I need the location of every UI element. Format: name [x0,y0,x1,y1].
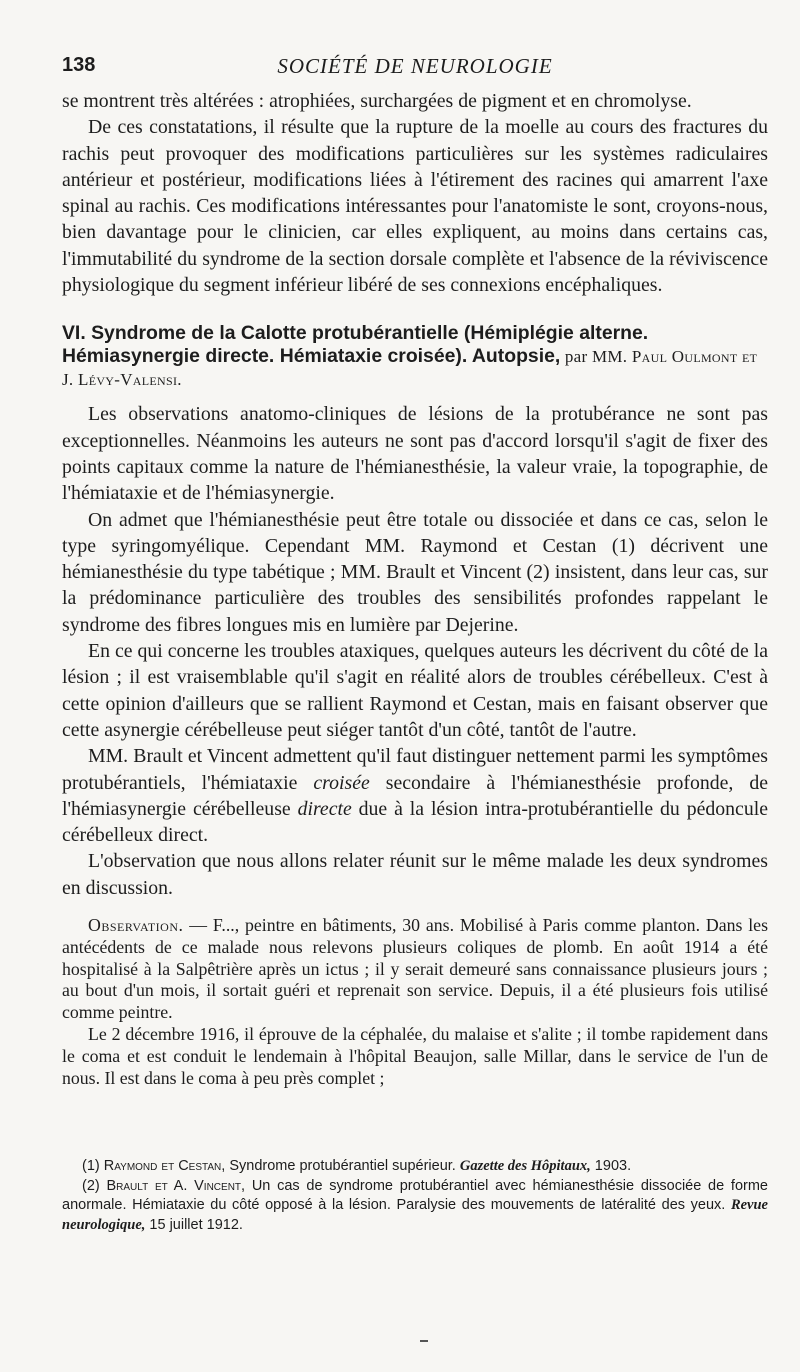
footnote-number: (1) [82,1158,104,1174]
observation-paragraph: Le 2 décembre 1916, il éprouve de la céphalée, du malaise et s'alite ; il tombe rapidement dans le coma et est conduit le lendemain à l'hôpital Beaujon, salle Millar, dans le service de l'un de nous. Il est dans le coma à peu près complet ; [62,1024,768,1088]
footnote-journal: Gazette des Hôpitaux, [459,1158,591,1174]
text-run: MM. Brault et Vincent admettent qu'il faut distinguer nettement parmi les symptômes protubérantiels, l'hémiataxie [62,745,768,794]
paragraph: L'observation que nous allons relater réunit sur le même malade les deux syndromes en discussion. [62,850,768,899]
paragraph-continuation: se montrent très altérées : atrophiées, surchargées de pigment et en chromolyse. [62,90,692,112]
italic-run: croisée [313,771,370,794]
running-title: SOCIÉTÉ DE NEUROLOGIE [277,54,553,78]
footnote-number: (2) [82,1177,107,1194]
footnote-2 [62,1177,768,1236]
paragraph: En ce qui concerne les troubles ataxiques, quelques auteurs les décrivent du côté de la lésion ; il est vraisemblable qu'il s'agit en réalité alors de troubles cérébelleux. C'est à cette opinion d'ailleurs que se rallient Raymond et Cestan, mais en faisant observer que cette asynergie cérébelleuse peut siéger tantôt d'un côté, tantôt de l'autre. [62,640,768,741]
page-number: 138 [62,54,96,76]
footnote-authors: Raymond et Cestan, [103,1158,226,1174]
observation-label: Observation. [88,915,184,936]
observation-paragraph [62,915,768,1024]
body-text [62,88,768,1089]
paragraph-conclusion: De ces constatations, il résulte que la rupture de la moelle au cours des fractures du rachis peut provoquer des modifications particulières sur les systèmes radiculaires antérieur et postérieur, modifications liées à l'étirement des racines qui amarrent l'axe spinal au rachis. Ces modifications intéressantes pour l'anatomiste le sont, croyons-nous, bien davantage pour le clinicien, car elles expliquent, au moins dans certains cas, l'immutabilité du syndrome de la section dorsale complète et l'absence de la réviviscence physiologique du segment inférieur libéré de ses connexions encéphaliques. [62,116,768,297]
text-run: due à la lésion intra-protubérantielle du pédoncule cérébelleux direct. [62,797,768,847]
footnote-text: Syndrome protubérantiel supérieur. [225,1158,460,1174]
footnote-journal: Revue neurologique, [62,1197,768,1233]
footnote-date: 15 juillet 1912. [145,1216,243,1233]
footnotes [62,1157,768,1235]
paragraph [62,743,768,848]
text-run: — F..., peintre en bâtiments, 30 ans. Mobilisé à Paris comme planton. Dans les antécédents de ce malade nous relevons plusieurs coliques de plomb. En août 1914 a été hospitalisé à la Salpêtrière après un ictus ; il y serait demeuré sans connaissance plusieurs jours ; au bout d'un mois, il sortait guéri et reprenait son service. Depuis, il a été plusieurs fois utilisé comme peintre. [62,915,768,1023]
footnote-text: Un cas de syndrome protubérantiel avec hémianesthésie dissociée de forme anormale. Hémiataxie du côté opposé à la lésion. Paralysie des mouvements de latéralité des yeux. [62,1177,769,1213]
paragraph: On admet que l'hémianesthésie peut être totale ou dissociée et dans ce cas, selon le type syringomyélique. Cependant MM. Raymond et Cestan (1) décrivent une hémianesthésie du type tabétique ; MM. Brault et Vincent (2) insistent, dans leur cas, sur la prédominance particulière des troubles des sensibilités profondes rappelant le syndrome des fibres longues mis en lumière par Dejerine. [62,508,768,636]
observation-block [62,915,768,1089]
footnote-authors: Brault et A. Vincent, [106,1177,246,1194]
text-run: secondaire à l'hémianesthésie profonde, de l'hémiasynergie cérébelleuse [62,771,768,820]
section-authors: Paul Oulmont et J. Lévy-Valensi. [62,347,758,390]
paragraph: Les observations anatomo-cliniques de lésions de la protubérance ne sont pas exceptionnelles. Néanmoins les auteurs ne sont pas d'accord lorsqu'il s'agit de fixer des points capitaux comme la nature de l'hémianesthésie, la valeur vraie, la topographie, de l'hémiataxie et de l'hémiasynergie. [62,403,768,505]
section-by: par MM. [560,347,632,367]
page-mark [420,1340,428,1342]
section-heading [62,322,768,391]
italic-run: directe [297,797,352,820]
footnote-date: 1903. [590,1158,632,1174]
footnote-1 [62,1157,768,1177]
page-header [62,50,768,84]
section-title: VI. Syndrome de la Calotte protubérantielle (Hémiplégie alterne. Hémiasynergie directe. Hémiataxie croisée). Autopsie, [62,322,649,368]
